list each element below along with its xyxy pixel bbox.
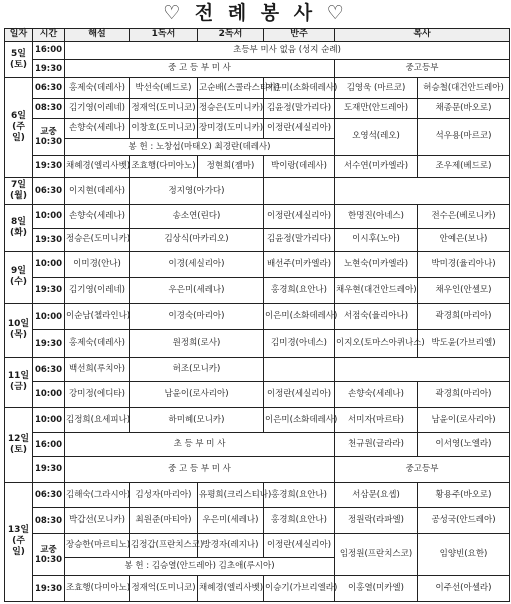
intercession-cell: 이은미(소화데레사) xyxy=(264,407,335,433)
offering-cell: 봉 헌 : 김승열(안드레아) 김초애(루시아) xyxy=(65,557,335,575)
time-cell: 19:30 xyxy=(33,155,65,178)
reader-cell: 송소연(린다) xyxy=(130,204,264,228)
time-cell: 06:30 xyxy=(33,178,65,205)
time-cell: 06:30 xyxy=(33,482,65,508)
commentary-cell: 홍제숙(데레사) xyxy=(65,78,130,98)
time-cell: 06:30 xyxy=(33,78,65,98)
time-cell: 19:30 xyxy=(33,228,65,252)
time-cell: 19:30 xyxy=(33,277,65,303)
altar-cell: 곽경희(마리아) xyxy=(418,303,510,330)
reader-cell: 이경숙(마리아) xyxy=(130,303,264,330)
altar-cell: 허승철(대건안드레아) xyxy=(418,78,510,98)
commentary-cell: 조효행(다미아노) xyxy=(65,576,130,602)
time-cell: 06:30 xyxy=(33,358,65,382)
altar-cell: 남윤이(로사리아) xyxy=(418,407,510,433)
empty-cell xyxy=(264,358,335,382)
altar-cell: 이주선(아셀라) xyxy=(418,576,510,602)
altar-cell: 황용주(바오로) xyxy=(418,482,510,508)
time-cell: 10:00 xyxy=(33,204,65,228)
time-cell: 19:30 xyxy=(33,576,65,602)
altar-cell: 오영석(레오) xyxy=(335,119,418,155)
reader1-cell: 박선숙(베드로) xyxy=(130,78,198,98)
altar-cell: 서미자(마르타) xyxy=(335,407,418,433)
reader-cell: 허조(모니카) xyxy=(130,358,264,382)
altar-cell: 채종문(바오로) xyxy=(418,98,510,118)
empty-cell xyxy=(335,358,510,382)
header-intercession: 반주 xyxy=(264,29,335,42)
header-commentary: 해설 xyxy=(65,29,130,42)
altar-cell: 정원락(라파엘) xyxy=(335,508,418,534)
altar-cell: 서점숙(율리아나) xyxy=(335,303,418,330)
time-cell: 16:00 xyxy=(33,41,65,59)
altar-cell: 채우인(안셀모) xyxy=(418,277,510,303)
header-reader1: 1독서 xyxy=(130,29,198,42)
header-time: 시간 xyxy=(33,29,65,42)
date-cell: 9일 (수) xyxy=(5,252,33,304)
date-cell: 6일 (주일) xyxy=(5,78,33,178)
commentary-cell: 채혜경(엘리사벳) xyxy=(65,155,130,178)
time-cell: 19:30 xyxy=(33,456,65,482)
commentary-cell: 손향숙(세레나) xyxy=(65,119,130,139)
time-cell: 16:00 xyxy=(33,433,65,457)
altar-cell: 곽경희(마리아) xyxy=(418,381,510,407)
time-cell: 08:30 xyxy=(33,508,65,534)
time-cell: 교중 10:30 xyxy=(33,119,65,155)
commentary-cell: 박갑선(모니카) xyxy=(65,508,130,534)
date-cell: 8일 (화) xyxy=(5,204,33,251)
reader-cell: 하미혜(모니카) xyxy=(130,407,264,433)
time-cell: 19:30 xyxy=(33,60,65,78)
reader-cell: 원정희(로사) xyxy=(130,330,264,358)
altar-cell: 박도윤(가브리엘) xyxy=(418,330,510,358)
intercession-cell: 홍경희(요안나) xyxy=(264,482,335,508)
altar-cell: 박미경(율리아나) xyxy=(418,252,510,278)
altar-cell: 이지오(토마스아퀴나스) xyxy=(335,330,418,358)
altar-cell: 중고등부 xyxy=(335,60,510,78)
notice-cell: 초등부 미사 없음 (성지 순례) xyxy=(65,41,510,59)
time-cell: 10:00 xyxy=(33,407,65,433)
reader1-cell: 김정갑(프란치스코) xyxy=(130,534,198,558)
intercession-cell: 박이랑(데레사) xyxy=(264,155,335,178)
date-cell: 12일 (토) xyxy=(5,407,33,482)
time-cell: 10:00 xyxy=(33,252,65,278)
page-title: ♡ 전 례 봉 사 ♡ xyxy=(163,2,348,24)
reader2-cell: 방경자(레지나) xyxy=(198,534,264,558)
reader1-cell: 조효행(다미아노) xyxy=(130,155,198,178)
commentary-cell: 김기영(이레네) xyxy=(65,277,130,303)
altar-cell: 안예은(보나) xyxy=(418,228,510,252)
offering-cell: 봉 헌 : 노창섭(마태오) 최경란(데레사) xyxy=(65,139,335,155)
date-cell: 5일 (토) xyxy=(5,41,33,77)
commentary-cell: 김정희(요세피나) xyxy=(65,407,130,433)
time-cell: 08:30 xyxy=(33,98,65,118)
reader1-cell: 정재억(도미니코) xyxy=(130,98,198,118)
altar-cell: 이서영(노엘라) xyxy=(418,433,510,457)
empty-cell xyxy=(264,178,335,205)
intercession-cell: 이정란(세실리아) xyxy=(264,119,335,139)
commentary-cell: 백선희(루치아) xyxy=(65,358,130,382)
date-cell: 7일 (월) xyxy=(5,178,33,205)
reader2-cell: 고순배(스콜라스티카) xyxy=(198,78,264,98)
commentary-cell: 홍제숙(데레사) xyxy=(65,330,130,358)
reader-cell: 김상식(마카리오) xyxy=(130,228,264,252)
altar-cell: 도재만(안드레아) xyxy=(335,98,418,118)
altar-cell: 채우현(대건안드레아) xyxy=(335,277,418,303)
empty-cell xyxy=(335,178,510,205)
altar-cell: 공성국(안드레아) xyxy=(418,508,510,534)
commentary-cell: 정승은(도미니카) xyxy=(65,228,130,252)
intercession-cell: 이승기(가브리엘라) xyxy=(264,576,335,602)
altar-cell: 김영욱 (마르코) xyxy=(335,78,418,98)
reader-cell: 정지영(아가다) xyxy=(130,178,264,205)
intercession-cell: 이은미(소화데레사) xyxy=(264,303,335,330)
commentary-cell: 이순남(첼라인나) xyxy=(65,303,130,330)
altar-cell: 노현숙(미카엘라) xyxy=(335,252,418,278)
date-cell: 13일 (주일) xyxy=(5,482,33,601)
altar-cell: 전수은(베로니카) xyxy=(418,204,510,228)
header-altar: 복사 xyxy=(335,29,510,42)
commentary-cell: 이미경(안나) xyxy=(65,252,130,278)
liturgy-schedule-table xyxy=(4,28,510,602)
altar-cell: 이시후(노아) xyxy=(335,228,418,252)
altar-cell: 서삼문(요셉) xyxy=(335,482,418,508)
altar-cell: 석우용(마르코) xyxy=(418,119,510,155)
header-reader2: 2독서 xyxy=(198,29,264,42)
reader1-cell: 정재억(도미니코) xyxy=(130,576,198,602)
intercession-cell: 홍경희(요안나) xyxy=(264,508,335,534)
altar-cell: 조우제(베드로) xyxy=(418,155,510,178)
date-cell: 11일 (금) xyxy=(5,358,33,407)
intercession-cell: 배선주(미카엘라) xyxy=(264,252,335,278)
intercession-cell: 홍경희(요안나) xyxy=(264,277,335,303)
commentary-cell: 김기영(이레네) xyxy=(65,98,130,118)
commentary-cell: 손향숙(세레나) xyxy=(65,204,130,228)
intercession-cell: 김윤정(말가리다) xyxy=(264,228,335,252)
commentary-cell: 장승한(마르티노) xyxy=(65,534,130,558)
altar-cell: 서수연(미카엘라) xyxy=(335,155,418,178)
time-cell: 19:30 xyxy=(33,330,65,358)
altar-cell: 중고등부 xyxy=(335,456,510,482)
altar-cell: 임양빈(요한) xyxy=(418,534,510,576)
reader1-cell: 이창호(도미니코) xyxy=(130,119,198,139)
commentary-cell: 이지현(데레사) xyxy=(65,178,130,205)
altar-cell: 손향숙(세레나) xyxy=(335,381,418,407)
intercession-cell: 이정란(세실리아) xyxy=(264,381,335,407)
mass-cell: 중 고 등 부 미 사 xyxy=(65,60,335,78)
intercession-cell: 김윤정(말가리다) xyxy=(264,98,335,118)
mass-cell: 초 등 부 미 사 xyxy=(65,433,335,457)
altar-cell: 한명진(아네스) xyxy=(335,204,418,228)
intercession-cell: 이정란(세실리아) xyxy=(264,204,335,228)
altar-cell: 천규원(글라라) xyxy=(335,433,418,457)
date-cell: 10일 (목) xyxy=(5,303,33,358)
commentary-cell: 김해숙(그라시아) xyxy=(65,482,130,508)
intercession-cell: 이은미(소화데레사) xyxy=(264,78,335,98)
commentary-cell: 강미정(에디타) xyxy=(65,381,130,407)
header-date: 일자 xyxy=(5,29,33,42)
reader2-cell: 우은미(세레나) xyxy=(198,508,264,534)
reader2-cell: 유평희(크리스티나) xyxy=(198,482,264,508)
time-cell: 교중 10:30 xyxy=(33,534,65,576)
reader-cell: 우은미(세레나) xyxy=(130,277,264,303)
reader2-cell: 채혜경(엘리사벳) xyxy=(198,576,264,602)
time-cell: 10:00 xyxy=(33,381,65,407)
intercession-cell: 김미경(아네스) xyxy=(264,330,335,358)
reader1-cell: 김성자(마리아) xyxy=(130,482,198,508)
reader1-cell: 최원준(마티아) xyxy=(130,508,198,534)
reader2-cell: 정현희(젬마) xyxy=(198,155,264,178)
altar-cell: 임정원(프란치스코) xyxy=(335,534,418,576)
reader-cell: 이경(세실리아) xyxy=(130,252,264,278)
reader-cell: 남윤이(로사리아) xyxy=(130,381,264,407)
time-cell: 10:00 xyxy=(33,303,65,330)
reader2-cell: 정승은(도미니카) xyxy=(198,98,264,118)
intercession-cell: 이정란(세실리아) xyxy=(264,534,335,558)
reader2-cell: 장미경(도미니카) xyxy=(198,119,264,139)
altar-cell: 이홍열(미카엘) xyxy=(335,576,418,602)
mass-cell: 중 고 등 부 미 사 xyxy=(65,456,335,482)
